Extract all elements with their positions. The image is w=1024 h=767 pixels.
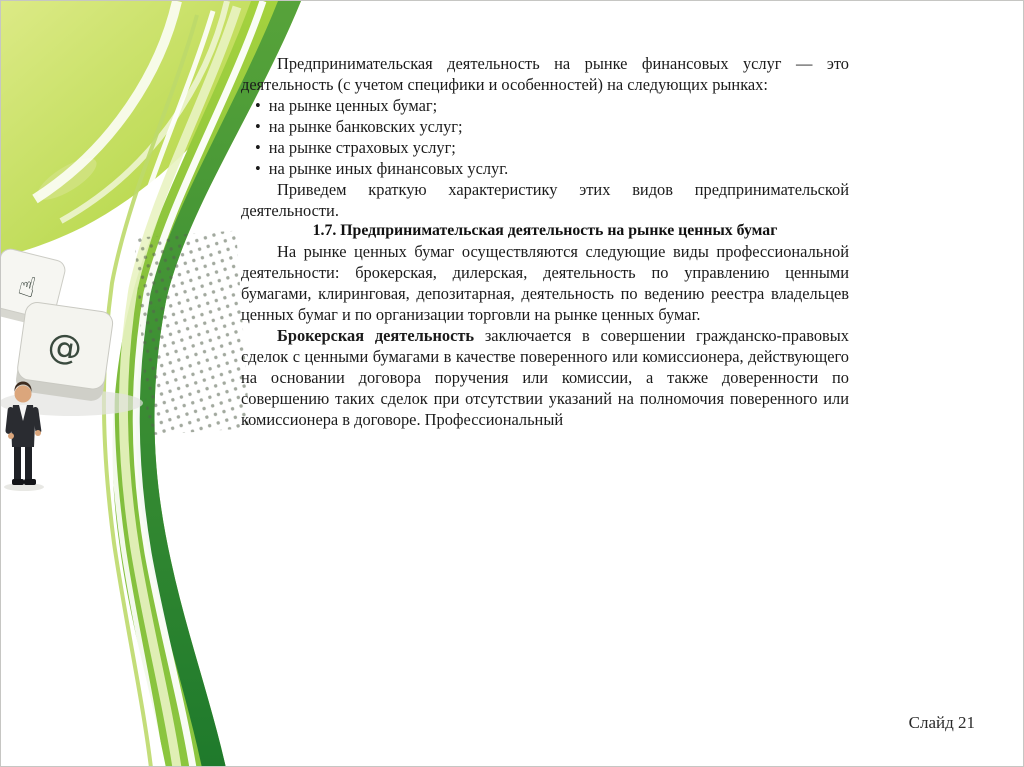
bullet-item	[255, 116, 849, 137]
bullet-marker: •	[255, 159, 261, 178]
paragraph-broker-activity	[241, 325, 849, 430]
bullet-text: на рынке страховых услуг;	[268, 138, 456, 157]
bullet-marker: •	[255, 117, 261, 136]
bullet-text: на рынке иных финансовых услуг.	[268, 159, 509, 178]
section-heading: 1.7. Предпринимательская деятельность на рынке ценных бумаг	[312, 222, 778, 239]
text-content	[241, 53, 849, 430]
broker-activity-text: заключается в совершении гражданско-правовых сделок с ценными бумагами в качестве поверенного или комиссионера, действующего на основании договора поручения или комиссии, а также доверенности по совершению таких сделок при отсутствии указаний на полномочия поверенного или комиссионера в договоре. Профессиональный	[241, 326, 849, 429]
bullet-item	[255, 95, 849, 116]
broker-activity-term: Брокерская деятельность	[277, 326, 475, 345]
bullet-marker: •	[255, 138, 261, 157]
bullet-list	[241, 95, 849, 179]
slide-number: Слайд 21	[908, 713, 975, 732]
halftone-dots	[134, 231, 250, 436]
at-symbol-icon: @	[45, 325, 85, 370]
bullet-text: на рынке ценных бумаг;	[268, 96, 438, 115]
bullet-marker: •	[255, 96, 261, 115]
paragraph-securities-market: На рынке ценных бумаг осуществляются следующие виды профессиональной деятельности: брокерская, дилерская, деятельность по управлению ценными бумагами, клиринговая, депозитарная, деятельность по ведению реестра владельцев ценных бумаг и по организации торговли на рынке ценных бумаг.	[241, 242, 849, 324]
bullet-text: на рынке банковских услуг;	[268, 117, 463, 136]
bullet-item	[255, 137, 849, 158]
paragraph-intro: Предпринимательская деятельность на рынке финансовых услуг — это деятельность (с учетом специфики и особенностей) на следующих рынках:	[241, 54, 849, 94]
pointer-hand-icon: ☝	[14, 268, 40, 305]
paragraph-transition: Приведем краткую характеристику этих видов предпринимательской деятельности.	[241, 180, 849, 220]
bullet-item	[255, 158, 849, 179]
